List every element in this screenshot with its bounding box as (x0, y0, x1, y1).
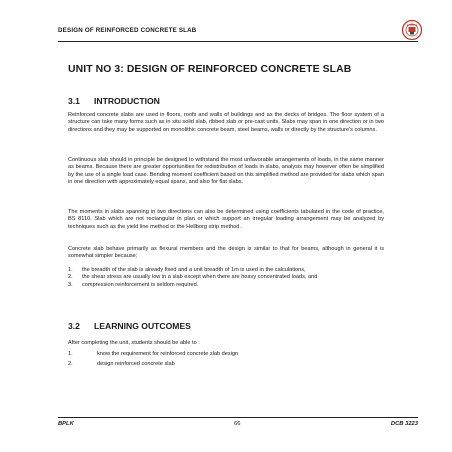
section-heading-introduction (68, 96, 160, 106)
outcomes-intro: After completing the unit, students should be able to : (68, 340, 200, 346)
intro-paragraph: Continuous slab should in principle be designed to withstand the most unfavorable arrangements of loads, in the same manner as beams. Because there are greater opportunities for redistribution of loads in slabs, analysis may however often be simplified by the use of a single load case. Bending moment coefficient based on this simplified method are provided for slabs which span in one direction with approximately equal spans, and also for flat slabs. (68, 157, 384, 186)
list-item (68, 274, 384, 281)
unit-title: UNIT NO 3: DESIGN OF REINFORCED CONCRETE SLAB (68, 64, 352, 75)
section-number: 3.2 (68, 321, 80, 331)
list-marker: 1. (68, 267, 73, 273)
list-item-text: compression reinforcement is seldom required. (82, 281, 199, 288)
list-item-text: know the requirement for reinforced concrete slab design (97, 351, 239, 357)
section-heading-learning-outcomes (68, 321, 191, 331)
section-number: 3.1 (68, 96, 80, 106)
list-marker: 3. (68, 281, 73, 288)
page-header (58, 25, 418, 47)
header-rule (58, 41, 418, 42)
reasons-list (68, 267, 384, 289)
list-item (68, 361, 384, 368)
list-marker: 2. (68, 361, 73, 368)
list-item (68, 351, 384, 358)
outcomes-list (68, 351, 384, 369)
page-footer (58, 421, 418, 431)
section-title: INTRODUCTION (94, 96, 160, 106)
intro-paragraph: Concrete slab behave primarily as flexural members and the design is similar to that for beams, although in general it is somewhat simpler because; (68, 246, 384, 260)
section-title: LEARNING OUTCOMES (94, 321, 191, 331)
page-number: 66 (234, 421, 241, 427)
list-marker: 2. (68, 274, 73, 281)
institution-crest-icon (401, 19, 423, 41)
intro-paragraph: The moments in slabs spanning in two directions can also be determined using coefficients tabulated in the code of practice, BS 8110. Slab which are not rectangular in plan or which support an irregular loading arrangement may be analyzed by techniques such as the yield line method or the Hellborg strip method. (68, 209, 384, 230)
course-code: DCB 3223 (390, 421, 418, 427)
list-item-text: design reinforced concrete slab (97, 361, 175, 368)
list-item-text: the shear stress are usually low in a slab except when there are heavy concentrated loads, and (82, 274, 318, 281)
list-item-text: the breadth of the slab is already fixed and a unit breadth of 1m is used in the calculations, (82, 267, 306, 273)
list-marker: 1. (68, 351, 73, 357)
intro-paragraph: Reinforced concrete slabs are used in floors, roofs and walls of buildings and as the decks of bridges. The floor system of a structure can take many forms such as in situ solid slab, ribbed slab or pre-cast units. Slabs may span in one direction or in two directions and they may be supported on monolithic concrete beam, steel beams, walls or directly by the structure's columns. (68, 112, 384, 133)
header-title: DESIGN OF REINFORCED CONCRETE SLAB (58, 27, 197, 34)
footer-rule (58, 417, 418, 418)
list-item (68, 267, 384, 274)
footer-left: BPLK (58, 421, 74, 427)
list-item (68, 282, 384, 289)
